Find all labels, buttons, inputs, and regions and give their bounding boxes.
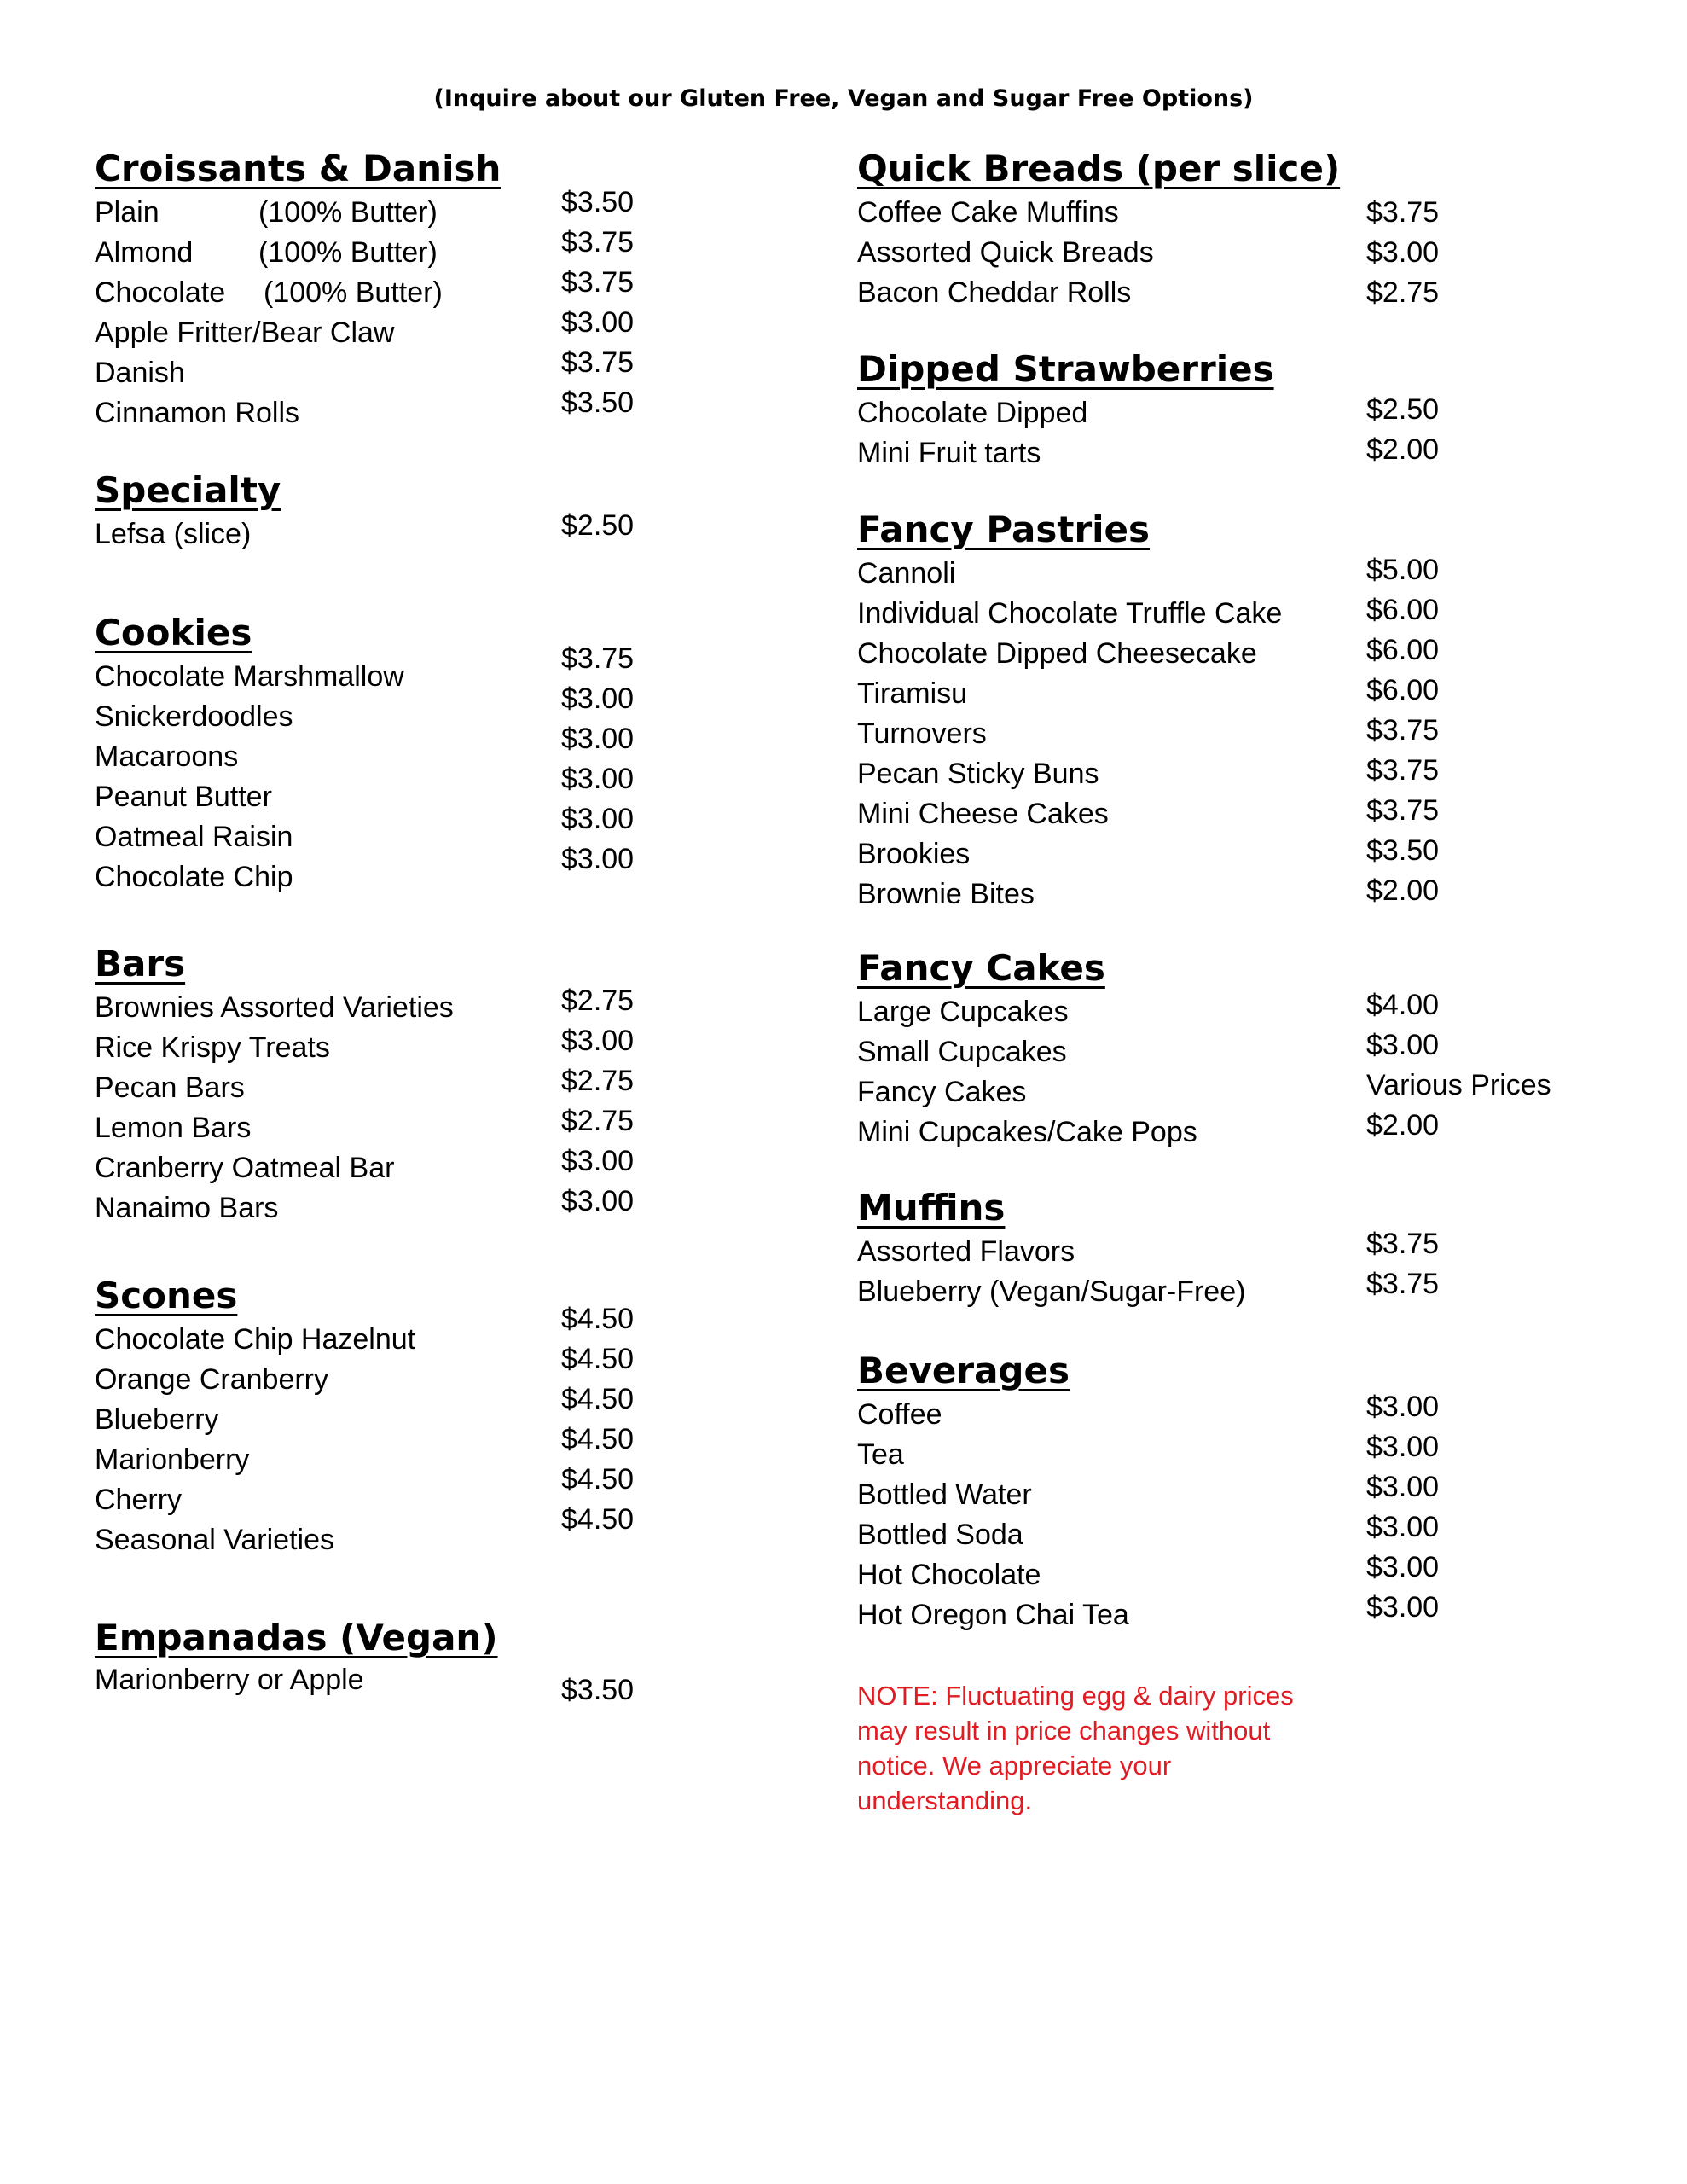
menu-item-name: Brookies — [857, 838, 971, 870]
menu-item-name: Assorted Flavors — [857, 1235, 1075, 1268]
menu-item-price: $3.50 — [561, 186, 635, 218]
menu-item-name: Chocolate Chip Hazelnut — [95, 1323, 416, 1356]
menu-item-name: Cannoli — [857, 557, 956, 590]
menu-item-name: Blueberry (Vegan/Sugar-Free) — [857, 1275, 1246, 1308]
menu-item-price: $3.75 — [561, 266, 635, 299]
section-dipped-strawberries — [857, 346, 1625, 469]
menu-item-name: Brownie Bites — [857, 878, 1035, 910]
menu-item-price: $3.50 — [561, 386, 635, 419]
menu-item-price: $3.00 — [561, 723, 635, 755]
menu-item-name: Mini Fruit tarts — [857, 437, 1041, 469]
menu-item-name: Bottled Soda — [857, 1519, 1023, 1551]
section-specialty — [95, 468, 862, 550]
menu-item-name: Rice Krispy Treats — [95, 1031, 330, 1064]
menu-item-name: Chocolate Marshmallow — [95, 660, 404, 693]
price-change-note: NOTE: Fluctuating egg & dairy prices may result in price changes without notice. We appreciate your understanding. — [857, 1681, 1294, 1815]
menu-item-price: $2.00 — [1366, 433, 1440, 466]
section-fancy-cakes — [857, 945, 1625, 1148]
section-title: Dipped Strawberries — [857, 348, 1274, 390]
menu-item-name: Chocolate Chip — [95, 861, 293, 893]
section-title: Beverages — [857, 1350, 1070, 1391]
menu-item-name: Turnovers — [857, 717, 987, 750]
menu-item-name: Lefsa (slice) — [95, 518, 252, 550]
section-title: Specialty — [95, 469, 281, 511]
menu-item-price: $2.50 — [1366, 393, 1440, 426]
menu-item-name: Macaroons — [95, 741, 239, 773]
menu-item-price: $6.00 — [1366, 634, 1440, 666]
menu-item-price: $3.00 — [561, 763, 635, 795]
menu-item-name: Apple Fritter/Bear Claw — [95, 317, 395, 349]
menu-item-price: $3.50 — [1366, 834, 1440, 867]
menu-item-name: Cherry — [95, 1484, 183, 1516]
options-note: (Inquire about our Gluten Free, Vegan and Sugar Free Options) — [433, 85, 1254, 112]
menu-item-price: $3.75 — [561, 226, 635, 258]
menu-item-name: Coffee — [857, 1398, 942, 1431]
menu-item-price: $4.50 — [561, 1343, 635, 1375]
menu-item-price: $3.00 — [561, 1185, 635, 1217]
menu-item-name: Brownies Assorted Varieties — [95, 991, 454, 1024]
menu-item-name: Mini Cheese Cakes — [857, 798, 1109, 830]
menu-item-price: $3.00 — [561, 682, 635, 715]
menu-item-price: $4.50 — [561, 1303, 635, 1335]
menu-item-price: $3.75 — [1366, 714, 1440, 746]
menu-item-name: Pecan Bars — [95, 1072, 245, 1104]
menu-item-price: $3.00 — [1366, 1551, 1440, 1583]
section-fancy-pastries — [857, 507, 1625, 910]
menu-item-price: $3.75 — [1366, 1228, 1440, 1260]
section-cookies — [95, 610, 862, 893]
menu-item-price: $3.00 — [1366, 1591, 1440, 1623]
menu-item-name: Orange Cranberry — [95, 1363, 329, 1396]
menu-item-name: Seasonal Varieties — [95, 1524, 334, 1556]
menu-item-price: $2.75 — [561, 1065, 635, 1097]
section-title: Fancy Cakes — [857, 947, 1105, 989]
menu-item-name: Large Cupcakes — [857, 996, 1069, 1028]
menu-item-name: Tiramisu — [857, 677, 968, 710]
section-title: Empanadas (Vegan) — [95, 1617, 498, 1658]
menu-item-price: $3.00 — [561, 843, 635, 875]
menu-item-price: $3.00 — [561, 1145, 635, 1177]
menu-item-option: (100% Butter) — [258, 236, 438, 269]
menu-item-name: Cranberry Oatmeal Bar — [95, 1152, 395, 1184]
menu-item-name: Chocolate Dipped Cheesecake — [857, 637, 1257, 670]
menu-item-price: $4.50 — [561, 1463, 635, 1496]
menu-item-name: Individual Chocolate Truffle Cake — [857, 597, 1283, 630]
menu-item-price: $5.00 — [1366, 554, 1440, 586]
menu-item-name: Almond — [95, 236, 194, 269]
menu-item-price: $3.75 — [1366, 794, 1440, 827]
section-title: Croissants & Danish — [95, 148, 501, 189]
menu-item-price: $4.50 — [561, 1503, 635, 1536]
menu-item-price: $4.50 — [561, 1423, 635, 1455]
menu-item-price: $3.00 — [1366, 1029, 1440, 1061]
menu-item-name: Assorted Quick Breads — [857, 236, 1154, 269]
menu-item-name: Blueberry — [95, 1403, 219, 1436]
menu-item-price: $3.50 — [561, 1674, 635, 1706]
section-empanadas — [95, 1615, 862, 1706]
menu-item-name: Snickerdoodles — [95, 700, 293, 733]
menu-item-name: Nanaimo Bars — [95, 1192, 279, 1224]
menu-item-price: $2.50 — [561, 509, 635, 542]
menu-item-price: $3.00 — [1366, 236, 1440, 269]
menu-item-price: $3.75 — [561, 642, 635, 675]
menu-item-name: Tea — [857, 1438, 904, 1471]
menu-item-name: Hot Chocolate — [857, 1559, 1041, 1591]
section-title: Muffins — [857, 1187, 1006, 1228]
menu-item-option: (100% Butter) — [264, 276, 443, 309]
menu-item-name: Bottled Water — [857, 1478, 1032, 1511]
menu-item-name: Fancy Cakes — [857, 1076, 1027, 1108]
menu-item-name: Cinnamon Rolls — [95, 397, 299, 429]
menu-item-name: Mini Cupcakes/Cake Pops — [857, 1116, 1197, 1148]
menu-item-price: $2.75 — [1366, 276, 1440, 309]
menu-item-price: $6.00 — [1366, 594, 1440, 626]
menu-item-price: $3.75 — [1366, 196, 1440, 229]
menu-item-option: (100% Butter) — [258, 196, 438, 229]
menu-item-name: Peanut Butter — [95, 781, 272, 813]
menu-item-price: $3.00 — [561, 803, 635, 835]
menu-item-name: Coffee Cake Muffins — [857, 196, 1119, 229]
section-croissants-danish — [95, 146, 862, 429]
menu-item-price: $2.00 — [1366, 874, 1440, 907]
section-title: Cookies — [95, 612, 252, 653]
menu-item-name: Hot Oregon Chai Tea — [857, 1599, 1129, 1631]
menu-item-price: $3.00 — [1366, 1391, 1440, 1423]
menu-item-name: Oatmeal Raisin — [95, 821, 293, 853]
menu-item-price: $6.00 — [1366, 674, 1440, 706]
menu-item-name: Danish — [95, 357, 185, 389]
section-quick-breads — [857, 146, 1625, 309]
section-bars — [95, 941, 862, 1224]
menu-item-price: $3.75 — [1366, 1268, 1440, 1300]
menu-item-price: Various Prices — [1366, 1069, 1551, 1101]
menu-item-price: $3.00 — [1366, 1431, 1440, 1463]
section-title: Bars — [95, 943, 186, 985]
menu-item-name: Marionberry — [95, 1443, 250, 1476]
section-title: Fancy Pastries — [857, 508, 1151, 550]
menu-item-price: $4.50 — [561, 1383, 635, 1415]
menu-item-name: Small Cupcakes — [857, 1036, 1067, 1068]
menu-item-name: Plain — [95, 196, 159, 229]
menu-item-name: Chocolate — [95, 276, 226, 309]
menu-item-price: $3.75 — [561, 346, 635, 379]
menu-item-name: Lemon Bars — [95, 1112, 252, 1144]
menu-item-price: $3.00 — [561, 306, 635, 339]
menu-item-price: $3.00 — [561, 1025, 635, 1057]
menu-item-name: Marionberry or Apple — [95, 1664, 364, 1696]
menu-item-price: $3.00 — [1366, 1471, 1440, 1503]
section-beverages — [857, 1348, 1625, 1631]
menu-item-name: Chocolate Dipped — [857, 397, 1088, 429]
menu-item-price: $4.00 — [1366, 989, 1440, 1021]
section-muffins — [857, 1185, 1625, 1308]
menu-item-price: $2.00 — [1366, 1109, 1440, 1141]
menu-item-price: $2.75 — [561, 1105, 635, 1137]
menu-item-name: Bacon Cheddar Rolls — [857, 276, 1132, 309]
menu-item-name: Pecan Sticky Buns — [857, 758, 1099, 790]
menu-item-price: $2.75 — [561, 985, 635, 1017]
section-title: Quick Breads (per slice) — [857, 148, 1341, 189]
menu-item-price: $3.75 — [1366, 754, 1440, 787]
section-title: Scones — [95, 1275, 238, 1316]
menu-item-price: $3.00 — [1366, 1511, 1440, 1543]
section-scones — [95, 1273, 862, 1556]
